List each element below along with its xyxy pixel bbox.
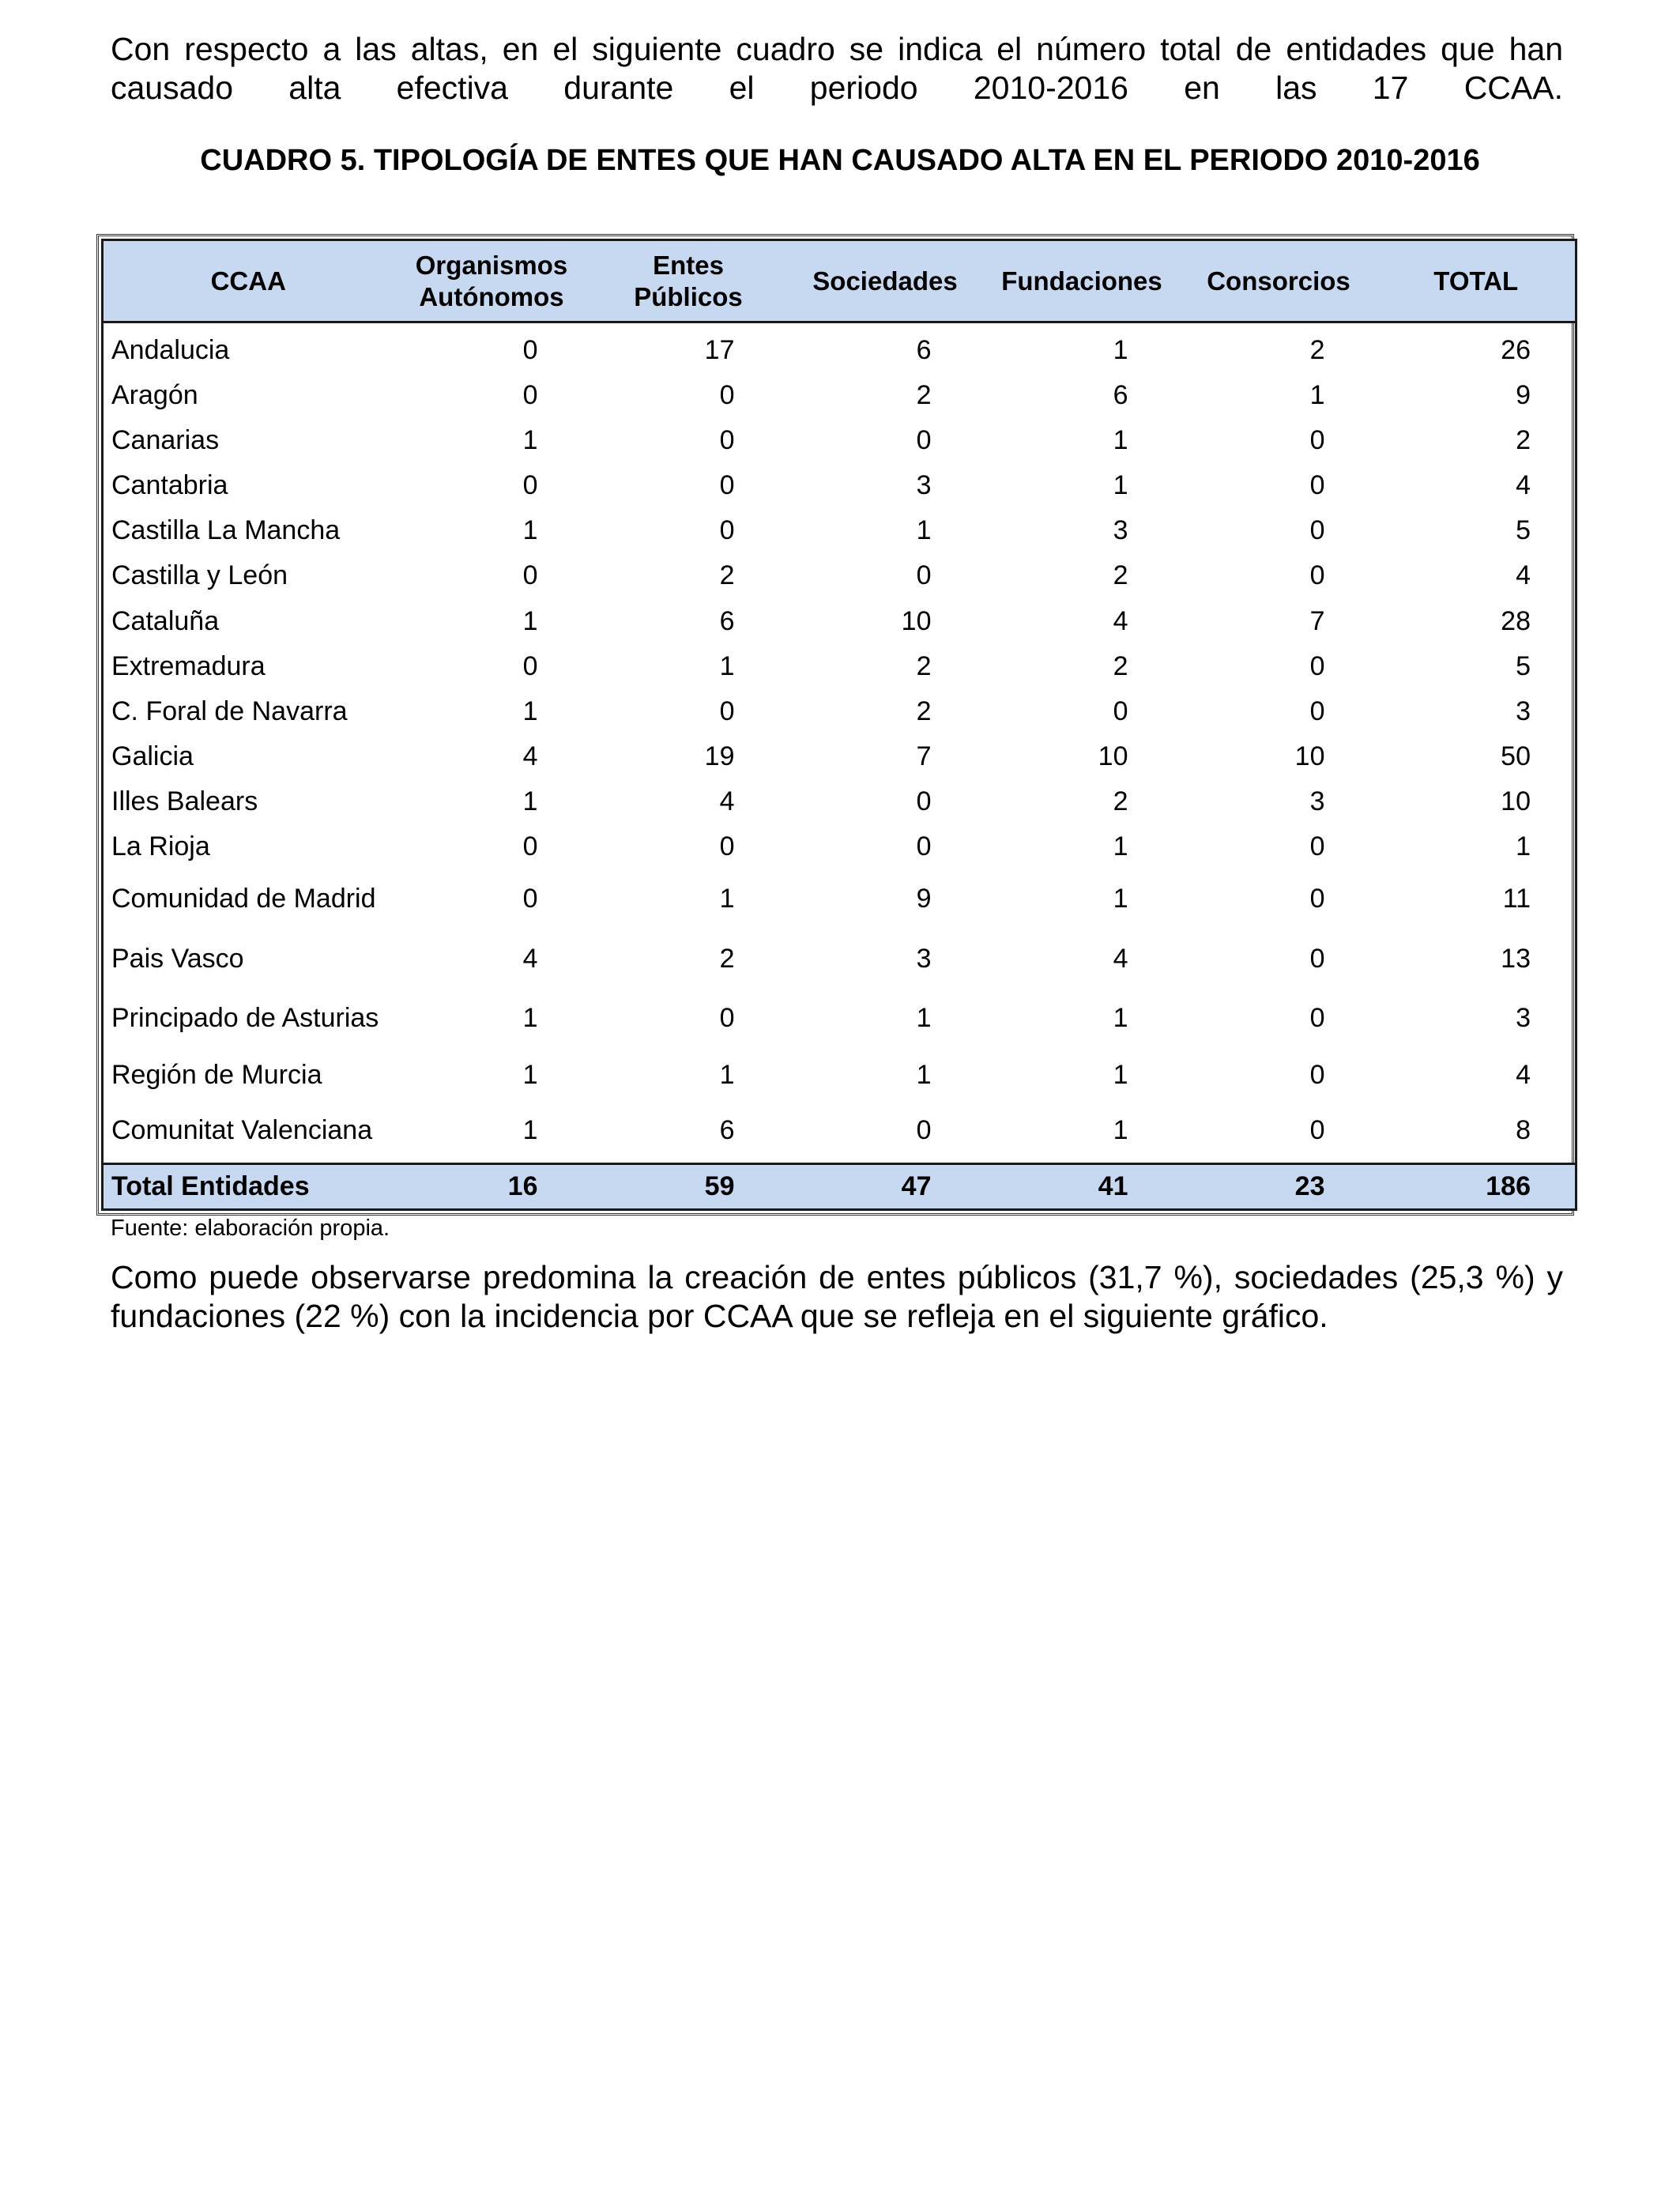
- cell-fundaciones: 1: [1113, 335, 1128, 366]
- cell-consorcios: 0: [1309, 1002, 1325, 1033]
- table-totals-row: [103, 1164, 1576, 1210]
- cell-ccaa: Castilla y León: [103, 553, 394, 598]
- cell-total: 50: [1377, 734, 1576, 779]
- cell-organismos: 0: [522, 884, 538, 914]
- header-entes: [590, 240, 787, 322]
- cell-organismos: 1: [522, 1002, 538, 1033]
- cell-ccaa: Aragón: [103, 373, 394, 418]
- cell-total: 26: [1377, 328, 1576, 373]
- cell-organismos: 1: [522, 425, 538, 456]
- cell-sociedades: 1: [916, 1060, 932, 1091]
- cell-sociedades: 0: [916, 831, 932, 861]
- cell-consorcios: 0: [1309, 943, 1325, 974]
- cell-entes: 17: [704, 335, 735, 366]
- conclusion-paragraph: Como puede observarse predomina la creación de entes públicos (31,7 %), sociedades (25,3 %) y fundaciones (22 %) con la incidencia por CCAA que se refleja en el siguiente gráfico.: [111, 1259, 1563, 1334]
- cell-total: 9: [1377, 373, 1576, 418]
- cell-total: 3: [1377, 689, 1576, 734]
- cell-sociedades: 3: [916, 470, 932, 501]
- cell-consorcios: 2: [1309, 335, 1325, 366]
- header-fundaciones: Fundaciones: [984, 240, 1181, 322]
- cell-sociedades: 0: [916, 786, 932, 816]
- table-row: [103, 418, 1576, 463]
- cell-organismos: 0: [522, 335, 538, 366]
- table-row: [103, 869, 1576, 929]
- table-row: [103, 599, 1576, 644]
- cell-organismos: 0: [522, 560, 538, 591]
- cell-ccaa: Castilla La Mancha: [103, 508, 394, 553]
- cell-ccaa: Cataluña: [103, 599, 394, 644]
- cell-entes: 2: [719, 560, 735, 591]
- cell-fundaciones: 1: [1113, 884, 1128, 914]
- cell-organismos: 1: [522, 605, 538, 636]
- cell-entes: 1: [719, 650, 735, 681]
- cell-total: 5: [1377, 644, 1576, 689]
- cell-sociedades: 7: [916, 741, 932, 771]
- cell-sociedades: 0: [916, 425, 932, 456]
- cell-fundaciones: 1: [1113, 1114, 1128, 1145]
- cell-sociedades: 6: [916, 335, 932, 366]
- cell-total: 4: [1377, 553, 1576, 598]
- table-header-row: [103, 240, 1576, 322]
- cell-ccaa: Galicia: [103, 734, 394, 779]
- cell-consorcios: 0: [1309, 1114, 1325, 1145]
- cell-fundaciones: 0: [1113, 696, 1128, 726]
- cell-entes: 2: [719, 943, 735, 974]
- cell-ccaa: Pais Vasco: [103, 929, 394, 988]
- cell-entes: 19: [704, 741, 735, 771]
- cell-organismos: 1: [522, 786, 538, 816]
- cell-consorcios: 0: [1309, 470, 1325, 501]
- table-row: [103, 929, 1576, 988]
- cell-consorcios: 0: [1309, 560, 1325, 591]
- header-total: TOTAL: [1377, 240, 1576, 322]
- cell-consorcios: 7: [1309, 605, 1325, 636]
- cell-sociedades: 2: [916, 380, 932, 411]
- cell-total: 13: [1377, 929, 1576, 988]
- totals-label: Total Entidades: [103, 1164, 394, 1210]
- cell-total: 10: [1377, 779, 1576, 824]
- entities-table: [101, 239, 1577, 1211]
- cell-entes: 6: [719, 605, 735, 636]
- table-row: [103, 328, 1576, 373]
- totals-sociedades: 47: [787, 1164, 984, 1210]
- table-row: [103, 1048, 1576, 1103]
- header-entes-line1: Entes: [653, 250, 724, 280]
- cell-organismos: 1: [522, 1114, 538, 1145]
- cell-organismos: 0: [522, 470, 538, 501]
- cell-consorcios: 3: [1309, 786, 1325, 816]
- cell-total: 11: [1377, 869, 1576, 929]
- cell-sociedades: 1: [916, 515, 932, 546]
- cell-sociedades: 1: [916, 1002, 932, 1033]
- cell-consorcios: 0: [1309, 884, 1325, 914]
- cell-fundaciones: 3: [1113, 515, 1128, 546]
- table-row: [103, 553, 1576, 598]
- cell-consorcios: 0: [1309, 831, 1325, 861]
- cell-fundaciones: 1: [1113, 425, 1128, 456]
- cell-total: 5: [1377, 508, 1576, 553]
- cell-consorcios: 0: [1309, 1060, 1325, 1091]
- cell-entes: 0: [719, 696, 735, 726]
- cell-ccaa: Extremadura: [103, 644, 394, 689]
- cell-sociedades: 10: [901, 605, 932, 636]
- cell-sociedades: 0: [916, 1114, 932, 1145]
- cell-ccaa: C. Foral de Navarra: [103, 689, 394, 734]
- cell-consorcios: 0: [1309, 425, 1325, 456]
- cell-entes: 6: [719, 1114, 735, 1145]
- header-ccaa: CCAA: [103, 240, 394, 322]
- cell-ccaa: Canarias: [103, 418, 394, 463]
- cell-ccaa: Illes Balears: [103, 779, 394, 824]
- cell-total: 2: [1377, 418, 1576, 463]
- totals-total: 186: [1377, 1164, 1576, 1210]
- cell-entes: 0: [719, 470, 735, 501]
- cell-ccaa: Comunitat Valenciana: [103, 1103, 394, 1157]
- cell-consorcios: 0: [1309, 650, 1325, 681]
- cell-fundaciones: 10: [1098, 741, 1128, 771]
- cell-entes: 0: [719, 1002, 735, 1033]
- table-row: [103, 508, 1576, 553]
- intro-paragraph: Con respecto a las altas, en el siguiente cuadro se indica el número total de entidades que han causado alta efectiva durante el periodo 2010-2016 en las 17 CCAA.: [111, 31, 1563, 106]
- header-organismos-line2: Autónomos: [419, 281, 564, 311]
- cell-fundaciones: 1: [1113, 1002, 1128, 1033]
- cell-fundaciones: 6: [1113, 380, 1128, 411]
- cell-total: 28: [1377, 599, 1576, 644]
- cell-total: 4: [1377, 463, 1576, 508]
- cell-ccaa: Principado de Asturias: [103, 989, 394, 1048]
- table-row: [103, 779, 1576, 824]
- cell-fundaciones: 4: [1113, 605, 1128, 636]
- cell-sociedades: 0: [916, 560, 932, 591]
- totals-entes: 59: [590, 1164, 787, 1210]
- cell-total: 3: [1377, 989, 1576, 1048]
- table-row: [103, 1103, 1576, 1157]
- cell-fundaciones: 1: [1113, 470, 1128, 501]
- table-frame: [96, 234, 1574, 1216]
- totals-consorcios: 23: [1181, 1164, 1377, 1210]
- table-row: [103, 463, 1576, 508]
- cell-ccaa: La Rioja: [103, 824, 394, 869]
- cell-fundaciones: 1: [1113, 831, 1128, 861]
- cell-fundaciones: 2: [1113, 560, 1128, 591]
- cell-fundaciones: 2: [1113, 786, 1128, 816]
- table-row: [103, 989, 1576, 1048]
- cell-entes: 0: [719, 831, 735, 861]
- cell-organismos: 0: [522, 650, 538, 681]
- cell-total: 1: [1377, 824, 1576, 869]
- cell-organismos: 0: [522, 831, 538, 861]
- cell-total: 8: [1377, 1103, 1576, 1157]
- source-note: Fuente: elaboración propia.: [111, 1216, 390, 1241]
- totals-organismos: 16: [394, 1164, 590, 1210]
- cell-total: 4: [1377, 1048, 1576, 1103]
- cell-ccaa: Andalucia: [103, 328, 394, 373]
- cell-ccaa: Comunidad de Madrid: [103, 869, 394, 929]
- cell-organismos: 0: [522, 380, 538, 411]
- header-organismos-line1: Organismos: [415, 250, 568, 280]
- cell-organismos: 1: [522, 696, 538, 726]
- table-row: [103, 734, 1576, 779]
- header-entes-line2: Públicos: [634, 281, 743, 311]
- cell-entes: 4: [719, 786, 735, 816]
- totals-fundaciones: 41: [984, 1164, 1181, 1210]
- table-title: CUADRO 5. TIPOLOGÍA DE ENTES QUE HAN CAUSADO ALTA EN EL PERIODO 2010-2016: [200, 144, 1480, 177]
- cell-consorcios: 0: [1309, 515, 1325, 546]
- cell-entes: 1: [719, 884, 735, 914]
- table-row: [103, 824, 1576, 869]
- cell-entes: 0: [719, 515, 735, 546]
- cell-organismos: 4: [522, 741, 538, 771]
- cell-organismos: 4: [522, 943, 538, 974]
- cell-ccaa: Cantabria: [103, 463, 394, 508]
- cell-sociedades: 3: [916, 943, 932, 974]
- cell-consorcios: 10: [1294, 741, 1325, 771]
- cell-consorcios: 1: [1309, 380, 1325, 411]
- header-consorcios: Consorcios: [1181, 240, 1377, 322]
- cell-fundaciones: 1: [1113, 1060, 1128, 1091]
- cell-fundaciones: 4: [1113, 943, 1128, 974]
- cell-organismos: 1: [522, 515, 538, 546]
- table-row: [103, 644, 1576, 689]
- cell-consorcios: 0: [1309, 696, 1325, 726]
- cell-entes: 1: [719, 1060, 735, 1091]
- cell-sociedades: 9: [916, 884, 932, 914]
- cell-sociedades: 2: [916, 650, 932, 681]
- header-organismos: [394, 240, 590, 322]
- header-sociedades: Sociedades: [787, 240, 984, 322]
- cell-sociedades: 2: [916, 696, 932, 726]
- cell-entes: 0: [719, 380, 735, 411]
- table-row: [103, 689, 1576, 734]
- cell-entes: 0: [719, 425, 735, 456]
- cell-fundaciones: 2: [1113, 650, 1128, 681]
- cell-organismos: 1: [522, 1060, 538, 1091]
- cell-ccaa: Región de Murcia: [103, 1048, 394, 1103]
- table-row: [103, 373, 1576, 418]
